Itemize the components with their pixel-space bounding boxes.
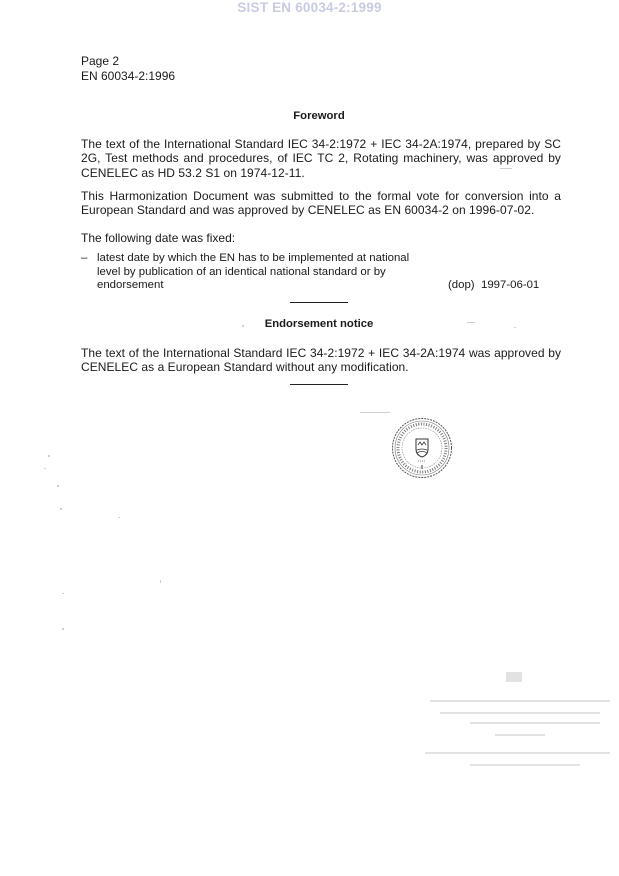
date-value: 1997-06-01 (481, 279, 540, 291)
endorsement-paragraph: The text of the International Standard IEC 34-2:1972 + IEC 34-2A:1974 was approved by CENELEC as a European Standard without any modification. (81, 346, 561, 375)
list-bullet: – (81, 252, 88, 264)
page-number: Page 2 (81, 54, 120, 68)
endorsement-heading: Endorsement notice (264, 318, 374, 330)
date-description: latest date by which the EN has to be implemented at national level by publication of an identical national standard or by endorsement (97, 252, 410, 292)
foreword-paragraph-2: This Harmonization Document was submitted to the formal vote for conversion into a European Standard and was approved by CENELEC as EN 60034-2 on 1996-07-02. (81, 189, 561, 218)
date-code: (dop) (448, 279, 475, 291)
dates-intro: The following date was fixed: (81, 231, 236, 245)
foreword-heading: Foreword (293, 110, 345, 122)
watermark: SIST EN 60034-2:1999 (237, 0, 382, 15)
standard-id: EN 60034-2:1996 (81, 68, 176, 83)
foreword-paragraph-1: The text of the International Standard IEC 34-2:1972 + IEC 34-2A:1974, prepared by SC 2G, Test methods and procedures, of IEC TC 2, Rotating machinery, was approved by CENELEC as HD 53.2 S1 on 1974-12-11. (81, 137, 561, 180)
